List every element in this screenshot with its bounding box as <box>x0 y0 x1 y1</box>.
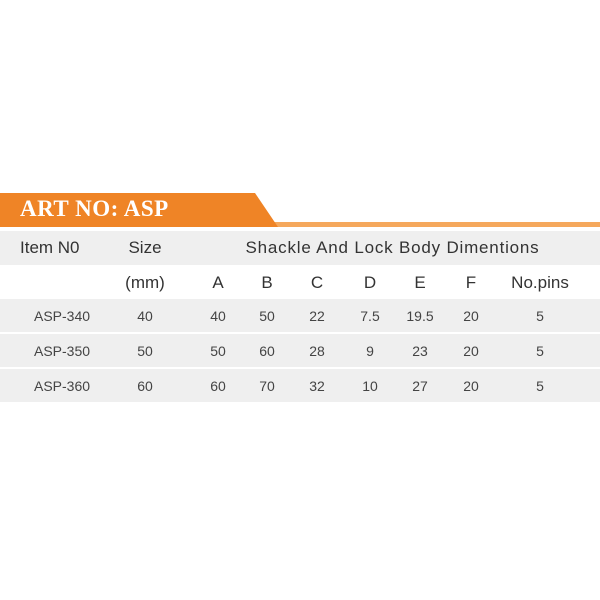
row-item: ASP-350 <box>34 343 91 359</box>
header-unit: (mm) <box>125 273 165 292</box>
column-header-f: F <box>465 273 477 292</box>
row-value-f: 20 <box>463 378 479 394</box>
row-value-c: 22 <box>309 308 325 324</box>
row-value-c: 28 <box>309 343 325 359</box>
column-header-a: A <box>212 273 224 292</box>
row-value-pins: 5 <box>536 343 544 359</box>
header-item: Item N0 <box>20 238 80 257</box>
row-value-b: 70 <box>259 378 275 394</box>
row-item: ASP-340 <box>34 308 91 324</box>
row-value-b: 60 <box>259 343 275 359</box>
row-item: ASP-360 <box>34 378 91 394</box>
row-value-d: 7.5 <box>360 308 380 324</box>
row-value-f: 20 <box>463 308 479 324</box>
row-value-a: 60 <box>210 378 226 394</box>
row-value-e: 23 <box>412 343 428 359</box>
header-size: Size <box>128 238 162 257</box>
row-value-pins: 5 <box>536 378 544 394</box>
column-header-c: C <box>310 273 324 292</box>
row-size: 50 <box>137 343 153 359</box>
title-banner <box>0 193 600 231</box>
column-header-pins: No.pins <box>511 273 569 292</box>
row-size: 40 <box>137 308 153 324</box>
row-value-d: 10 <box>362 378 378 394</box>
row-value-f: 20 <box>463 343 479 359</box>
row-value-e: 27 <box>412 378 428 394</box>
banner-title: ART NO: ASP <box>20 196 169 221</box>
row-value-pins: 5 <box>536 308 544 324</box>
column-header-e: E <box>414 273 426 292</box>
row-value-c: 32 <box>309 378 325 394</box>
column-header-d: D <box>363 273 377 292</box>
row-value-a: 40 <box>210 308 226 324</box>
row-value-d: 9 <box>366 343 374 359</box>
row-value-e: 19.5 <box>406 308 434 324</box>
column-header-b: B <box>261 273 273 292</box>
header-dimensions-title: Shackle And Lock Body Dimentions <box>245 238 540 257</box>
row-value-a: 50 <box>210 343 226 359</box>
row-size: 60 <box>137 378 153 394</box>
row-value-b: 50 <box>259 308 275 324</box>
